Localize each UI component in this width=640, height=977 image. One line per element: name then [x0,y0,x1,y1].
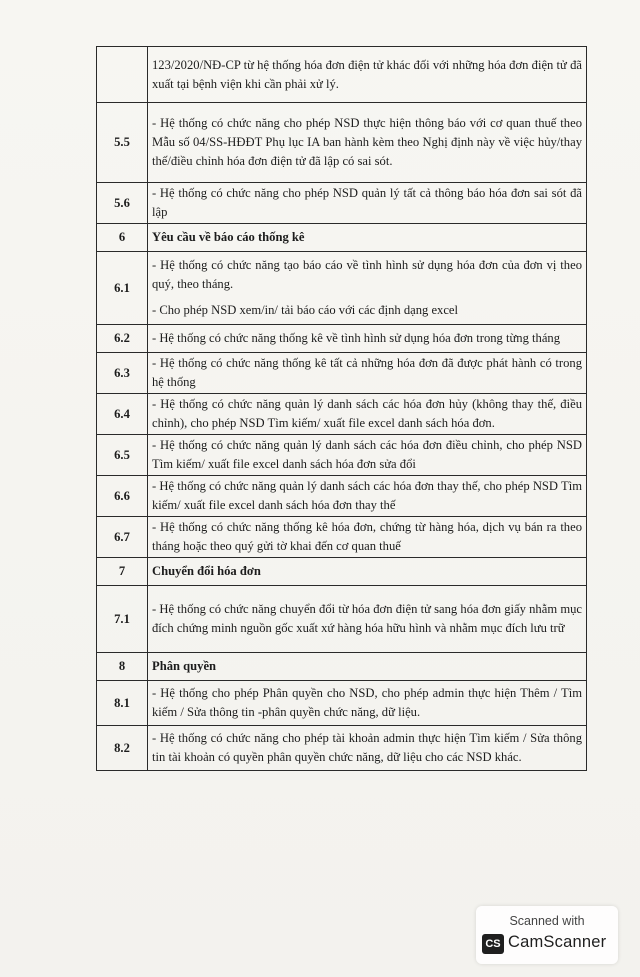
requirement-line: - Hệ thống có chức năng quản lý danh sách các hóa đơn hủy (không thay thế, điều chỉnh), cho phép NSD Tìm kiếm/ xuất file excel danh sách hóa đơn. [152,397,582,430]
requirement-text [148,586,587,653]
requirement-line: - Hệ thống có chức năng thống kê về tình hình sử dụng hóa đơn trong từng tháng [152,331,561,346]
watermark-caption: Scanned with [509,914,585,928]
requirement-line: - Hệ thống có chức năng cho phép NSD quản lý tất cả thông báo hóa đơn sai sót đã lập [152,186,582,219]
row-number: 6.5 [97,435,148,476]
requirement-line: Phân quyền [152,659,217,674]
requirement-text [148,325,587,353]
requirements-table-body [97,47,587,771]
table-row [97,681,587,726]
requirement-line: - Hệ thống có chức năng tạo báo cáo về tình hình sử dụng hóa đơn của đơn vị theo quý, theo tháng. [152,257,582,291]
table-row [97,394,587,435]
section-row [97,653,587,681]
row-number: 6.2 [97,325,148,353]
row-number: 7.1 [97,586,148,653]
row-number: 8 [97,653,148,681]
requirement-text [148,394,587,435]
requirement-text [148,681,587,726]
table-row [97,517,587,558]
table-row [97,325,587,353]
table-row [97,47,587,103]
row-number: 6.3 [97,353,148,394]
table-row [97,726,587,771]
section-row [97,558,587,586]
row-number: 5.6 [97,183,148,224]
table-row [97,435,587,476]
requirement-text [148,726,587,771]
table-row [97,476,587,517]
table-row [97,183,587,224]
requirement-line: - Hệ thống cho phép Phân quyền cho NSD, cho phép admin thực hiện Thêm / Tìm kiếm / Sửa thông tin -phân quyền chức năng, dữ liệu. [152,686,582,719]
row-number: 6.4 [97,394,148,435]
requirement-line: - Hệ thống có chức năng cho phép tài khoản admin thực hiện Tìm kiếm / Sửa thông tin tài khoản có quyền phân quyền chức năng, dữ liệu cho các NSD khác. [152,731,582,764]
table-row [97,586,587,653]
requirement-text [148,435,587,476]
requirement-text [148,47,587,103]
requirement-text [148,183,587,224]
requirement-line: Yêu cầu về báo cáo thống kê [152,230,305,245]
section-title [148,653,587,681]
row-number: 5.5 [97,103,148,183]
requirement-line: - Cho phép NSD xem/in/ tải báo cáo với các định dạng excel [152,303,459,318]
requirement-text [148,103,587,183]
requirements-table [96,46,587,771]
requirement-line: - Hệ thống có chức năng cho phép NSD thực hiện thông báo với cơ quan thuế theo Mẫu số 04/SS-HĐĐT Phụ lục IA ban hành kèm theo Nghị định này về việc hủy/thay thế/điều chỉnh hóa đơn điện tử đã lập có sai sót. [152,116,582,168]
requirement-text [148,353,587,394]
row-number [97,47,148,103]
section-title [148,224,587,252]
table-row [97,353,587,394]
requirement-text [148,252,587,325]
row-number: 6.6 [97,476,148,517]
section-title [148,558,587,586]
watermark-brand: CamScanner [508,933,607,951]
row-number: 6.1 [97,252,148,325]
requirement-line: - Hệ thống có chức năng thống kê hóa đơn, chứng từ hàng hóa, dịch vụ bán ra theo tháng hoặc theo quý gửi tờ khai đến cơ quan thuế [152,520,582,553]
row-number: 7 [97,558,148,586]
camscanner-logo-icon: CS [482,934,504,954]
table-row [97,252,587,325]
camscanner-watermark [476,906,618,964]
requirement-line: - Hệ thống có chức năng quản lý danh sách các hóa đơn điều chỉnh, cho phép NSD Tìm kiếm/ xuất file excel danh sách hóa đơn sửa đổi [152,438,582,471]
requirement-line: - Hệ thống có chức năng thống kê tất cả những hóa đơn đã được phát hành có trong hệ thống [152,356,582,389]
row-number: 8.2 [97,726,148,771]
requirement-line: 123/2020/NĐ-CP từ hệ thống hóa đơn điện tử khác đối với những hóa đơn điện tử đã xuất tại bệnh viện khi cần phải xử lý. [152,57,582,91]
table-row [97,103,587,183]
requirement-line: - Hệ thống có chức năng chuyển đổi từ hóa đơn điện tử sang hóa đơn giấy nhằm mục đích chứng minh nguồn gốc xuất xứ hàng hóa hữu hình và nhằm mục đích lưu trữ [152,602,582,635]
row-number: 6.7 [97,517,148,558]
section-row [97,224,587,252]
requirement-line: - Hệ thống có chức năng quản lý danh sách các hóa đơn thay thế, cho phép NSD Tìm kiếm/ xuất file excel danh sách hóa đơn thay thế [152,479,582,512]
row-number: 8.1 [97,681,148,726]
requirement-text [148,476,587,517]
requirement-text [148,517,587,558]
requirement-line: Chuyển đổi hóa đơn [152,564,261,579]
row-number: 6 [97,224,148,252]
